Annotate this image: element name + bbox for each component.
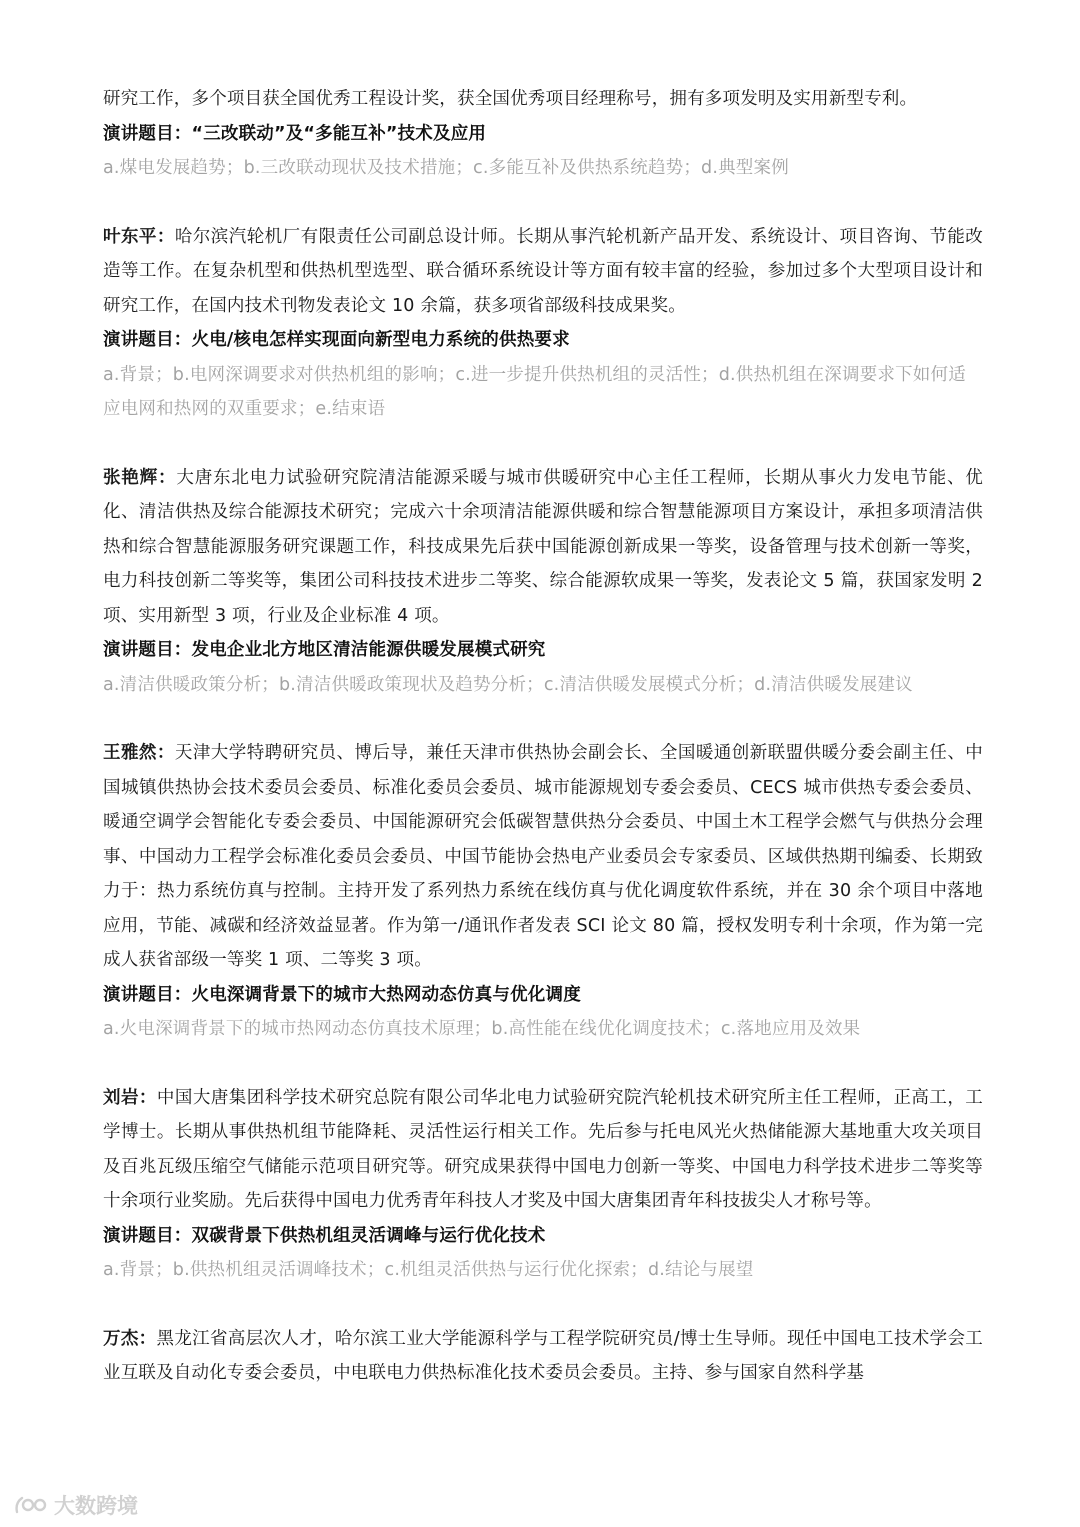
speaker-name: 王雅然： bbox=[103, 743, 175, 763]
speaker-bio bbox=[103, 1322, 983, 1391]
speaker-name: 张艳辉： bbox=[103, 467, 177, 488]
speech-outline: a.煤电发展趋势；b.三改联动现状及技术措施；c.多能互补及供热系统趋势；d.典型案例 bbox=[103, 158, 789, 178]
speaker-bio-text: 中国大唐集团科学技术研究总院有限公司华北电力试验研究院汽轮机技术研究所主任工程师，正高工，工学博士。长期从事供热机组节能降耗、灵活性运行相关工作。先后参与托电风光火热储能源大基地重大攻关项目及百兆瓦级压缩空气储能示范项目研究等。研究成果获得中国电力创新一等奖、中国电力科学技术进步二等奖等十余项行业奖励。先后获得中国电力优秀青年科技人才奖及中国大唐集团青年科技拔尖人才称号等。 bbox=[103, 1087, 983, 1211]
speaker-bio-text: 大唐东北电力试验研究院清洁能源采暖与城市供暖研究中心主任工程师，长期从事火力发电节能、优化、清洁供热及综合能源技术研究；完成六十余项清洁能源供暖和综合智慧能源项目方案设计，承担多项清洁供热和综合智慧能源服务研究课题工作，科技成果先后获中国能源创新成果一等奖，设备管理与技术创新一等奖，电力科技创新二等奖等，集团公司科技技术进步二等奖、综合能源软成果一等奖，发表论文 5 篇，获国家发明 2 项、实用新型 3 项，行业及企业标准 4 项。 bbox=[103, 467, 983, 626]
speaker-bio bbox=[103, 736, 983, 978]
speech-topic: 演讲题目：火电/核电怎样实现面向新型电力系统的供热要求 bbox=[103, 330, 570, 350]
speech-topic: 演讲题目：发电企业北方地区清洁能源供暖发展模式研究 bbox=[103, 640, 546, 660]
watermark-text: 大数跨境 bbox=[54, 1494, 138, 1518]
speaker-bio-text: 天津大学特聘研究员、博后导，兼任天津市供热协会副会长、全国暖通创新联盟供暖分委会副主任、中国城镇供热协会技术委员会委员、标准化委员会委员、城市能源规划专委会委员、CECS 城市供热专委会委员、暖通空调学会智能化专委会委员、中国能源研究会低碳智慧供热分会委员、中国土木工程学会燃气与供热分会理事、中国动力工程学会标准化委员会委员、中国节能协会热电产业委员会专家委员、区域供热期刊编委、长期致力于：热力系统仿真与控制。主持开发了系列热力系统在线仿真与优化调度软件系统，并在 30 余个项目中落地应用，节能、减碳和经济效益显著。作为第一/通讯作者发表 SCI 论文 80 篇，授权发明专利十余项，作为第一完成人获省部级一等奖 1 项、二等奖 3 项。 bbox=[103, 743, 983, 970]
speech-topic: 演讲题目：“三改联动”及“多能互补”技术及应用 bbox=[103, 123, 487, 144]
speaker-block-wan-jie bbox=[103, 1322, 983, 1391]
speaker-bio bbox=[103, 220, 983, 324]
speaker-block-zhang-yanhui bbox=[103, 461, 983, 703]
speaker-bio-text: 黑龙江省高层次人才，哈尔滨工业大学能源科学与工程学院研究员/博士生导师。现任中国电工技术学会工业互联及自动化专委会委员，中电联电力供热标准化技术委员会委员。主持、参与国家自然科学基 bbox=[103, 1328, 983, 1383]
speaker-name: 叶东平： bbox=[103, 226, 175, 247]
speaker-block-liu-yan bbox=[103, 1081, 983, 1288]
speaker-name: 万杰： bbox=[103, 1328, 157, 1349]
watermark bbox=[14, 1491, 138, 1519]
intro-section bbox=[103, 82, 983, 186]
speech-outline: a.火电深调背景下的城市热网动态仿真技术原理；b.高性能在线优化调度技术；c.落地应用及效果 bbox=[103, 1019, 861, 1039]
speaker-block-ye-dongping bbox=[103, 220, 983, 427]
speaker-bio bbox=[103, 1081, 983, 1219]
speech-outline: a.背景；b.供热机组灵活调峰技术；c.机组灵活供热与运行优化探索；d.结论与展望 bbox=[103, 1260, 754, 1280]
speaker-name: 刘岩： bbox=[103, 1087, 157, 1108]
speaker-bio bbox=[103, 461, 983, 634]
speech-outline: a.清洁供暖政策分析；b.清洁供暖政策现状及趋势分析；c.清洁供暖发展模式分析；d.清洁供暖发展建议 bbox=[103, 674, 913, 695]
speech-outline: a.背景；b.电网深调要求对供热机组的影响；c.进一步提升供热机组的灵活性；d.供热机组在深调要求下如何适应电网和热网的双重要求；e.结束语 bbox=[103, 364, 966, 419]
speaker-block-wang-yaran bbox=[103, 736, 983, 1047]
speaker-bio-text: 哈尔滨汽轮机厂有限责任公司副总设计师。长期从事汽轮机新产品开发、系统设计、项目咨询、节能改造等工作。在复杂机型和供热机型选型、联合循环系统设计等方面有较丰富的经验，参加过多个大型项目设计和研究工作，在国内技术刊物发表论文 10 余篇，获多项省部级科技成果奖。 bbox=[103, 226, 983, 316]
speech-topic: 演讲题目：双碳背景下供热机组灵活调峰与运行优化技术 bbox=[103, 1225, 546, 1246]
document-body bbox=[103, 82, 983, 1391]
speech-topic: 演讲题目：火电深调背景下的城市大热网动态仿真与优化调度 bbox=[103, 984, 581, 1005]
intro-paragraph: 研究工作，多个项目获全国优秀工程设计奖，获全国优秀项目经理称号，拥有多项发明及实用新型专利。 bbox=[103, 89, 918, 109]
brand-logo-icon bbox=[14, 1493, 48, 1517]
